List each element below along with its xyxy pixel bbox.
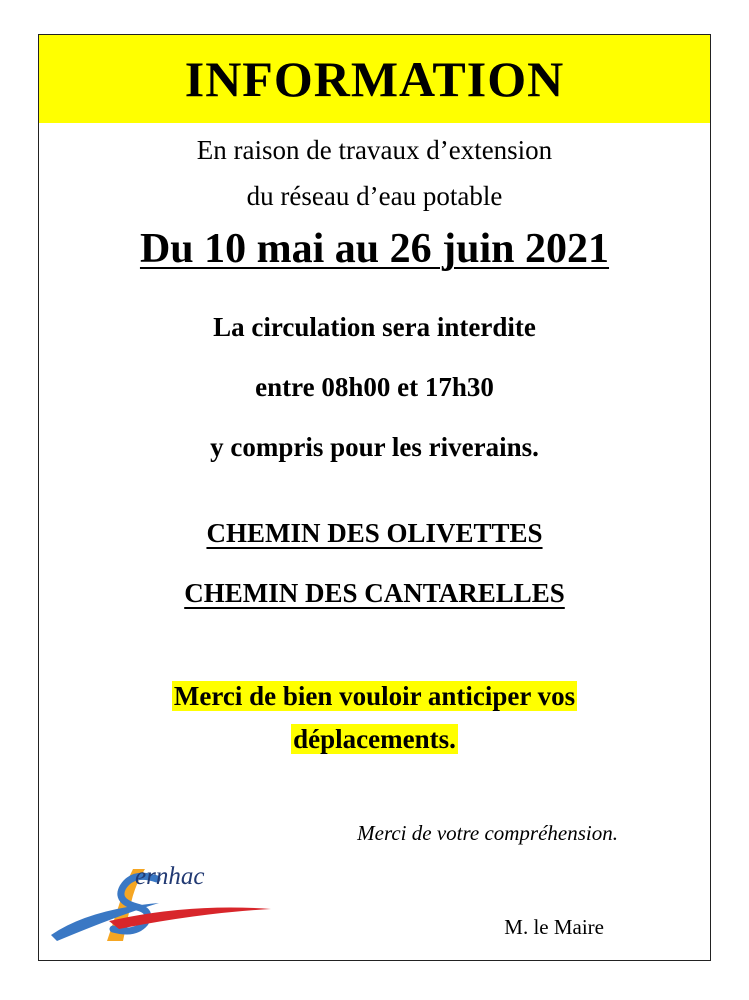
notice-line-2: déplacements. xyxy=(293,724,456,754)
intro-line-2: du réseau d’eau potable xyxy=(246,181,503,211)
intro-line-1: En raison de travaux d’extension xyxy=(196,135,553,165)
road-item: CHEMIN DES OLIVETTES xyxy=(206,518,543,548)
banner-title: INFORMATION xyxy=(184,51,565,107)
date-range: Du 10 mai au 26 juin 2021 xyxy=(139,226,610,272)
anticipation-notice xyxy=(39,675,710,761)
traffic-line-3: y compris pour les riverains. xyxy=(210,432,539,462)
road-item: CHEMIN DES CANTARELLES xyxy=(184,578,565,608)
traffic-restriction xyxy=(39,297,710,477)
traffic-line-2: entre 08h00 et 17h30 xyxy=(255,372,494,402)
sernhac-logo xyxy=(49,863,274,943)
info-banner xyxy=(39,35,710,123)
logo-text: ernhac xyxy=(135,863,205,890)
road-list xyxy=(39,503,710,623)
thanks-text: Merci de votre compréhension. xyxy=(357,821,618,845)
intro-text xyxy=(39,127,710,219)
traffic-line-1: La circulation sera interdite xyxy=(213,312,536,342)
notice-frame xyxy=(38,34,711,961)
notice-line-1: Merci de bien vouloir anticiper vos xyxy=(173,681,576,711)
signature: M. le Maire xyxy=(504,915,604,939)
